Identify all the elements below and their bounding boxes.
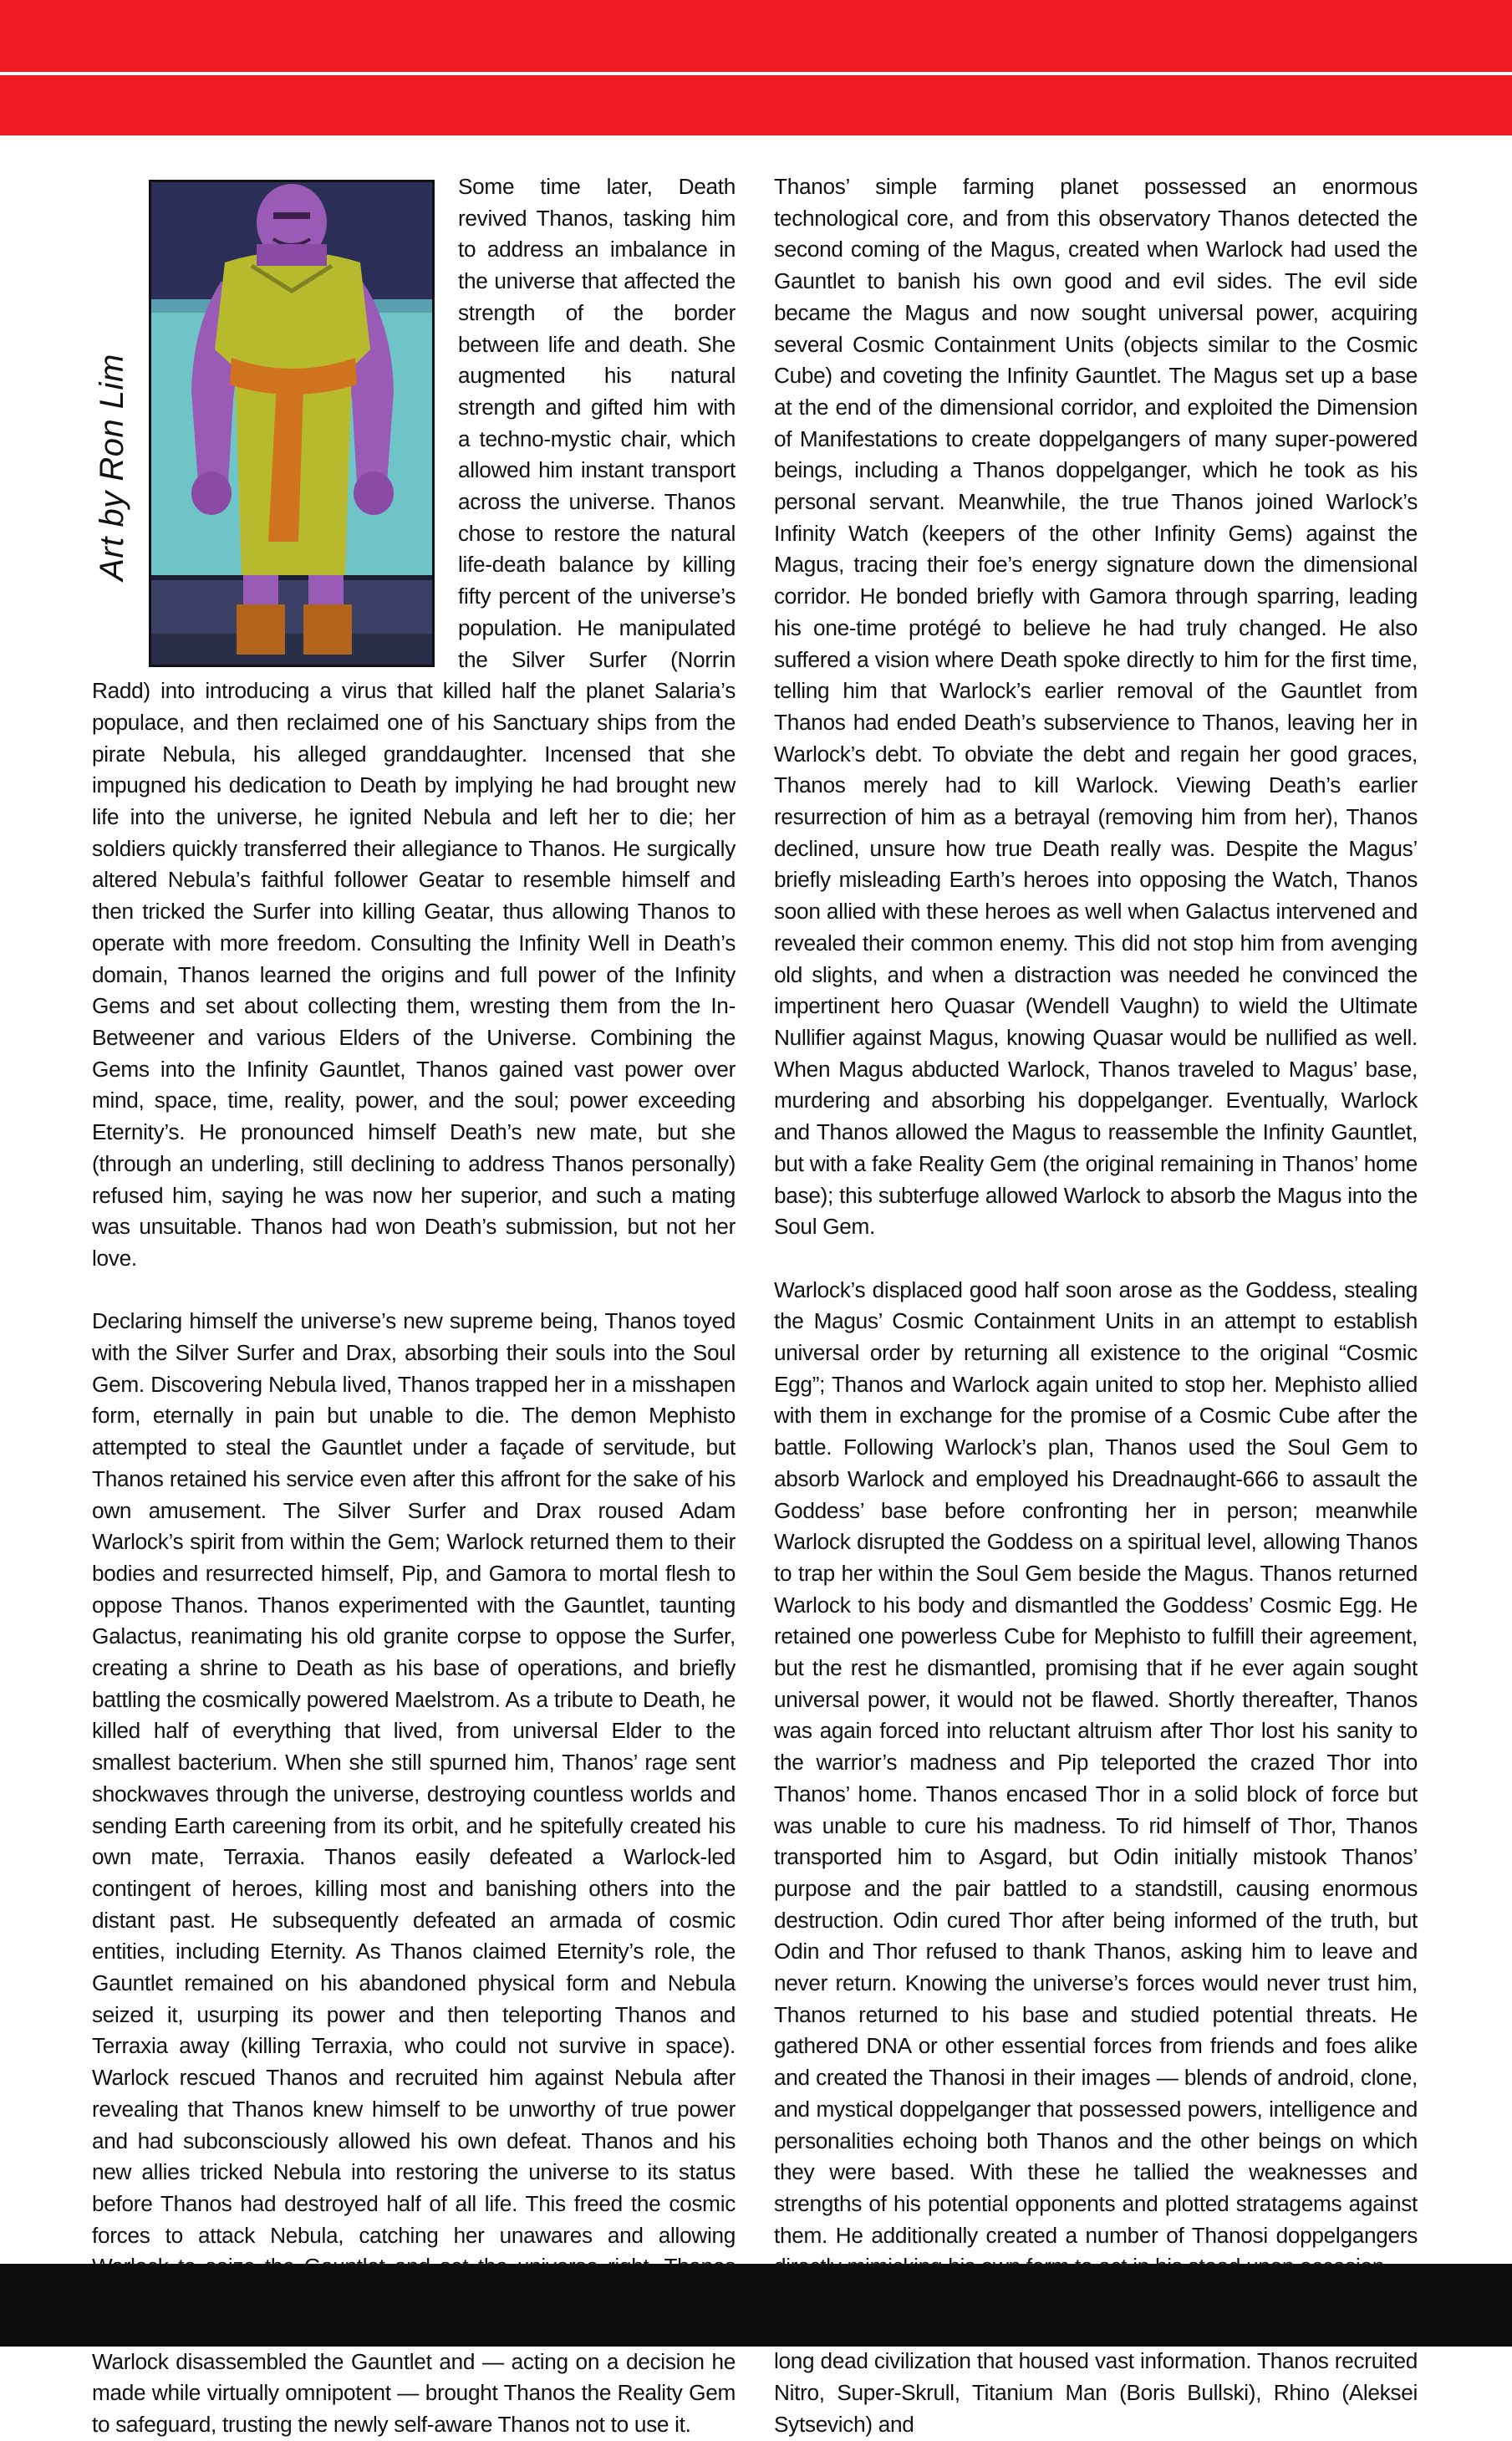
art-block <box>92 175 443 675</box>
right-paragraph-3: long dead civilization that housed vast information. Thanos recruited Nitro, Super-Skrull, Titanium Man (Boris Bullski), Rhino (Aleksei Sytsevich) and <box>774 2348 1418 2437</box>
left-column <box>92 171 736 2441</box>
left-paragraph-2: Declaring himself the universe’s new supreme being, Thanos toyed with the Silver Surfer and Drax, absorbing their souls into the Soul Gem. Discovering Nebula lived, Thanos trapped her in a misshapen form, eternally in pain but unable to die. The demon Mephisto attempted to steal the Gauntlet under a façade of servitude, but Thanos retained his service even after this affront for the sake of his own amusement. The Silver Surfer and Drax roused Adam Warlock’s spirit from within the Gem; Warlock returned them to their bodies and resurrected himself, Pip, and Gamora to mortal flesh to oppose Thanos. Thanos experimented with the Gauntlet, taunting Galactus, reanimating his old granite corpse to oppose the Surfer, creating a shrine to Death as his base of operations, and briefly battling the cosmically powered Maelstrom. As a tribute to Death, he killed half of everything that lived, from universal Elder to the smallest bacterium. When she still spurned him, Thanos’ rage sent shockwaves through the universe, destroying countless worlds and sending Earth careening from its orbit, and he spitefully created his own mate, Terraxia. Thanos easily defeated a Warlock-led contingent of heroes, killing most and banishing others into the distant past. He subsequently defeated an armada of cosmic entities, including Eternity. As Thanos claimed Eternity’s role, the Gauntlet remained on his abandoned physical form and Nebula seized it, usurping its power and then teleporting Thanos and Terraxia away (killing Terraxia, who could not survive in space). Warlock rescued Thanos and recruited him against Nebula after revealing that Thanos knew himself to be unworthy of true power and had subconsciously allowed his own defeat. Thanos and his new allies tricked Nebula into restoring the universe to its status before Thanos had destroyed half of all life. This freed the cosmic forces to attack Nebula, catching her unawares and allowing Warlock disassembled the Gauntlet and — acting on a decision he made while virtually omnipotent — brought Thanos the Reality Gem to safeguard, trusting the newly self-aware Thanos not to use it. <box>92 1308 736 2437</box>
right-column <box>774 171 1418 2441</box>
art-credit <box>92 267 134 668</box>
thanos-illustration-icon <box>149 180 435 667</box>
right-paragraph-1: Thanos’ simple farming planet possessed an enormous technological core, and from this observatory Thanos detected the second coming of the Magus, created when Warlock had used the Gauntlet to banish his own good and evil sides. The evil side became the Magus and now sought universal power, acquiring several Cosmic Containment Units (objects similar to the Cosmic Cube) and coveting the Infinity Gauntlet. The Magus set up a base at the end of the dimensional corridor, and exploited the Dimension of Manifestations to create doppelgangers of many super-powered beings, including a Thanos doppelganger, which he took as his personal servant. Meanwhile, the true Thanos joined Warlock’s Infinity Watch (keepers of the other Infinity Gems) against the Magus, tracing their foe’s energy signature down the dimensional corridor. He bonded briefly with Gamora through sparring, leading his one-time protégé to believe he had truly changed. He also suffered a vision where Death spoke directly to him for the first time, telling him that Warlock’s earlier removal of the Gauntlet from Thanos had ended Death’s subservience to Thanos, leaving her in Warlock’s debt. To obviate the debt and regain her good graces, Thanos merely had to kill Warlock. Viewing Death’s earlier resurrection of him as a betrayal (removing him from her), Thanos declined, unsure how true Death really was. Despite the Magus’ briefly misleading Earth’s heroes into opposing the Watch, Thanos soon allied with these heroes as well when Galactus intervened and revealed their common enemy. This did not stop him from avenging old slights, and when a distraction was needed he convinced the impertinent hero Quasar (Wendell Vaughn) to wield the Ultimate Nullifier against Magus, knowing Quasar would be nullified as well. When Magus abducted Warlock, Thanos traveled to Magus’ base, murdering and absorbing his doppelganger. Eventually, Warlock and Thanos allowed the Magus to reassemble the Infinity Gauntlet, but with a fake Reality Gem (the original remaining in Thanos’ home base); this subterfuge allowed Warlock to absorb the Magus into the Soul Gem. <box>774 174 1418 1240</box>
art-credit-text: Art by Ron Lim <box>94 354 131 581</box>
left-paragraph-1: Some time later, Death revived Thanos, tasking him to address an imbalance in the universe that affected the strength of the border between life and death. She augmented his natural strength and gifted him with a techno-mystic chair, which allowed him instant transport across the universe. Thanos chose to restore the natural life-death balance by killing fifty percent of the universe’s population. He manipulated the Silver Surfer (Norrin Radd) into introducing a virus that killed half the planet Salaria’s populace, and then reclaimed one of his Sanctuary ships from the pirate Nebula, his alleged granddaughter. Incensed that she impugned his dedication to Death by implying he had brought new life into the universe, he ignited Nebula and left her to die; her soldiers quickly transferred their allegiance to Thanos. He surgically altered Nebula’s faithful follower Geatar to resemble himself and then tricked the Surfer into killing Geatar, thus allowing Thanos to operate with more freedom. Consulting the Infinity Well in Death’s domain, Thanos learned the origins and full power of the Infinity Gems and set about collecting them, wresting them from the In-Betweener and various Elders of the Universe. Combining the Gems into the Infinity Gauntlet, Thanos gained vast power over mind, space, time, reality, power, and the soul; power exceeding Eternity’s. He pronounced himself Death’s new mate, but she (through an underling, still declining to address Thanos personally) refused him, saying he was now her superior, and such a mating was unsuitable. Thanos had won Death’s submission, but not her love. <box>92 174 736 1271</box>
header-bar <box>0 0 1512 135</box>
footer-bar <box>0 2264 1512 2347</box>
header-divider <box>0 72 1512 75</box>
illustration-svg <box>151 182 432 665</box>
right-paragraph-2: Warlock’s displaced good half soon arose as the Goddess, stealing the Magus’ Cosmic Containment Units in an attempt to establish universal order by returning all existence to the original “Cosmic Egg”; Thanos and Warlock again united to stop her. Mephisto allied with them in exchange for the promise of a Cosmic Cube after the battle. Following Warlock’s plan, Thanos used the Soul Gem to absorb Warlock and employed his Dreadnaught-666 to assault the Goddess’ base before confronting her in person; meanwhile Warlock disrupted the Goddess on a spiritual level, allowing Thanos to trap her within the Soul Gem beside the Magus. Thanos returned Warlock to his body and dismantled the Goddess’ Cosmic Egg. He retained one powerless Cube for Mephisto to fulfill their agreement, but the rest he dismantled, promising that if he ever again sought universal power, it would not be flawed. Shortly thereafter, Thanos was again forced into reluctant altruism after Thor lost his sanity to the warrior’s madness and Pip teleported the crazed Thor into Thanos’ home. Thanos encased Thor in a solid block of force but was unable to cure his madness. To rid himself of Thor, Thanos transported him to Asgard, but Odin initially mistook Thanos’ purpose and the pair battled to a standstill, causing enormous destruction. Odin cured Thor after being informed of the truth, but Odin and Thor refused to thank Thanos, asking him to leave and never return. Knowing the universe’s forces would never trust him, Thanos returned to his base and studied potential threats. He gathered DNA or other essential forces from friends and foes alike and created the Thanosi in their images — blends of android, clone, and mystical doppelganger that possessed powers, intelligence and personalities echoing both Thanos and the other beings on which they were based. With these he tallied the weaknesses and strengths of his potential opponents and plotted stratagems against them. He additionally created a number of Thanosi doppelgangers <box>774 1277 1418 2248</box>
